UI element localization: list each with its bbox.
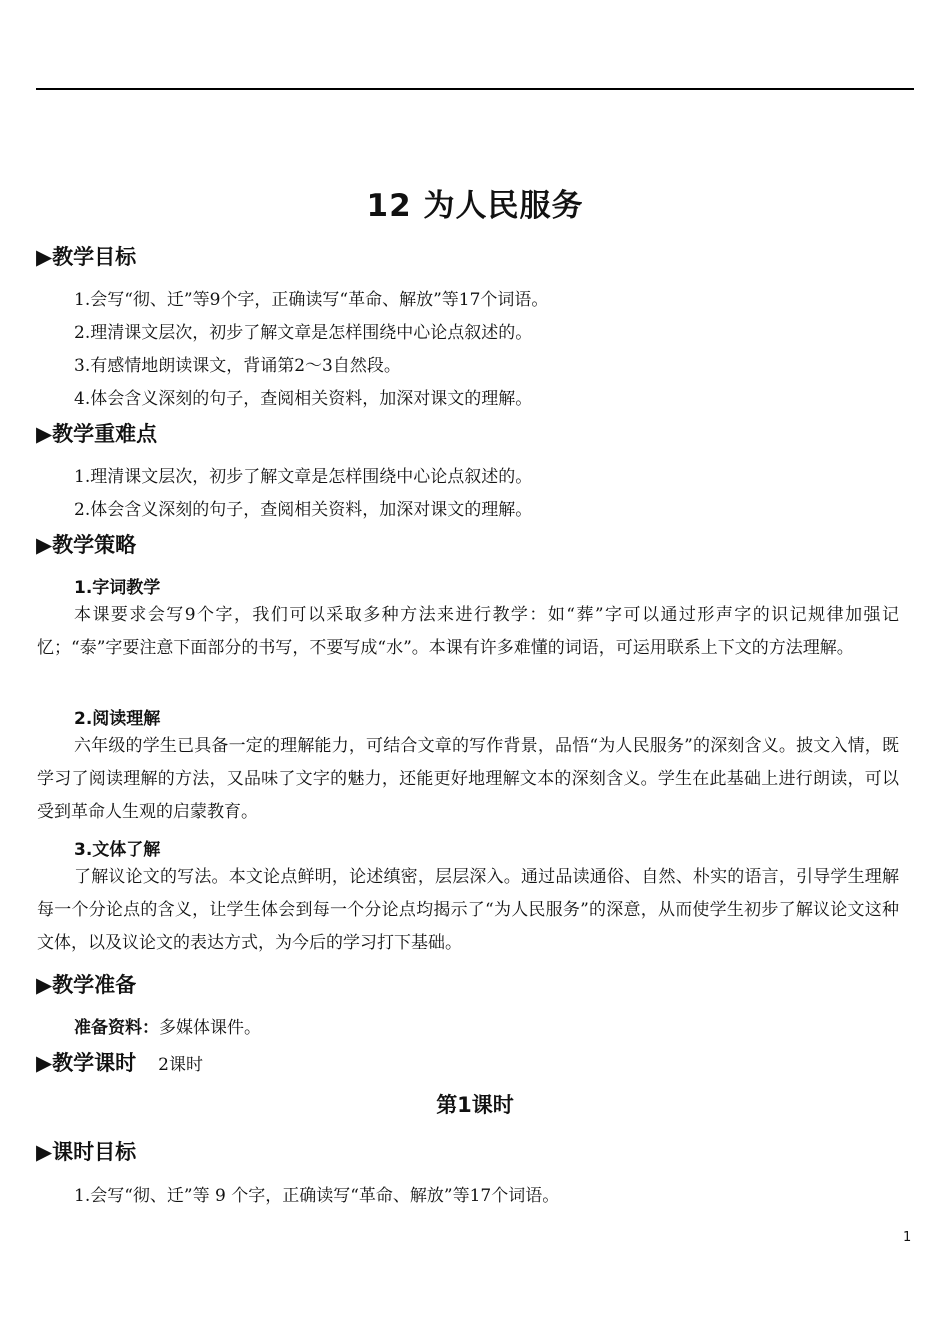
section-heading-key-points: ▶教学重难点 bbox=[36, 422, 158, 446]
lesson-title: 第1课时 bbox=[436, 1093, 514, 1117]
goal-item: 3.有感情地朗读课文，背诵第2～3自然段。 bbox=[74, 356, 401, 376]
key-point-item: 1.理清课文层次，初步了解文章是怎样围绕中心论点叙述的。 bbox=[74, 467, 533, 487]
goal-item: 4.体会含义深刻的句子，查阅相关资料，加深对课文的理解。 bbox=[74, 389, 533, 409]
preparation-label: 准备资料： bbox=[74, 1018, 159, 1038]
hours-value: 2课时 bbox=[158, 1055, 203, 1075]
section-heading-lesson-goals: ▶课时目标 bbox=[36, 1140, 137, 1164]
section-heading-strategy: ▶教学策略 bbox=[36, 533, 137, 557]
header-rule bbox=[36, 88, 914, 90]
strategy-paragraph: 六年级的学生已具备一定的理解能力，可结合文章的写作背景，品悟“为人民服务”的深刻含义。披文入情，既学习了阅读理解的方法，又品味了文字的魅力，还能更好地理解文本的深刻含义。学生在此基础上进行朗读，可以受到革命人生观的启蒙教育。 bbox=[37, 736, 899, 822]
page-number: 1 bbox=[903, 1230, 912, 1245]
section-heading-hours bbox=[36, 1047, 203, 1077]
preparation-line bbox=[74, 1013, 261, 1038]
section-heading-goals: ▶教学目标 bbox=[36, 245, 137, 269]
goal-item: 2.理清课文层次，初步了解文章是怎样围绕中心论点叙述的。 bbox=[74, 323, 533, 343]
goal-item: 1.会写“彻、迁”等9个字，正确读写“革命、解放”等17个词语。 bbox=[74, 290, 549, 310]
preparation-value: 多媒体课件。 bbox=[159, 1018, 261, 1038]
strategy-paragraph: 了解议论文的写法。本文论点鲜明，论述缜密，层层深入。通过品读通俗、自然、朴实的语言，引导学生理解每一个分论点的含义，让学生体会到每一个分论点均揭示了“为人民服务”的深意，从而使学生初步了解议论文这种文体，以及议论文的表达方式，为今后的学习打下基础。 bbox=[37, 867, 899, 953]
section-heading-preparation: ▶教学准备 bbox=[36, 973, 137, 997]
strategy-subtitle: 2.阅读理解 bbox=[74, 709, 161, 729]
hours-heading: ▶教学课时 bbox=[36, 1051, 137, 1075]
strategy-subtitle: 1.字词教学 bbox=[74, 578, 161, 598]
key-point-item: 2.体会含义深刻的句子，查阅相关资料，加深对课文的理解。 bbox=[74, 500, 533, 520]
lesson-goal-item: 1.会写“彻、迁”等 9 个字，正确读写“革命、解放”等17个词语。 bbox=[74, 1186, 560, 1206]
page-title: 12 为人民服务 bbox=[366, 188, 584, 224]
strategy-subtitle: 3.文体了解 bbox=[74, 840, 161, 860]
strategy-paragraph: 本课要求会写9个字，我们可以采取多种方法来进行教学：如“葬”字可以通过形声字的识记规律加强记忆；“泰”字要注意下面部分的书写，不要写成“水”。本课有许多难懂的词语，可运用联系上下文的方法理解。 bbox=[37, 605, 899, 658]
